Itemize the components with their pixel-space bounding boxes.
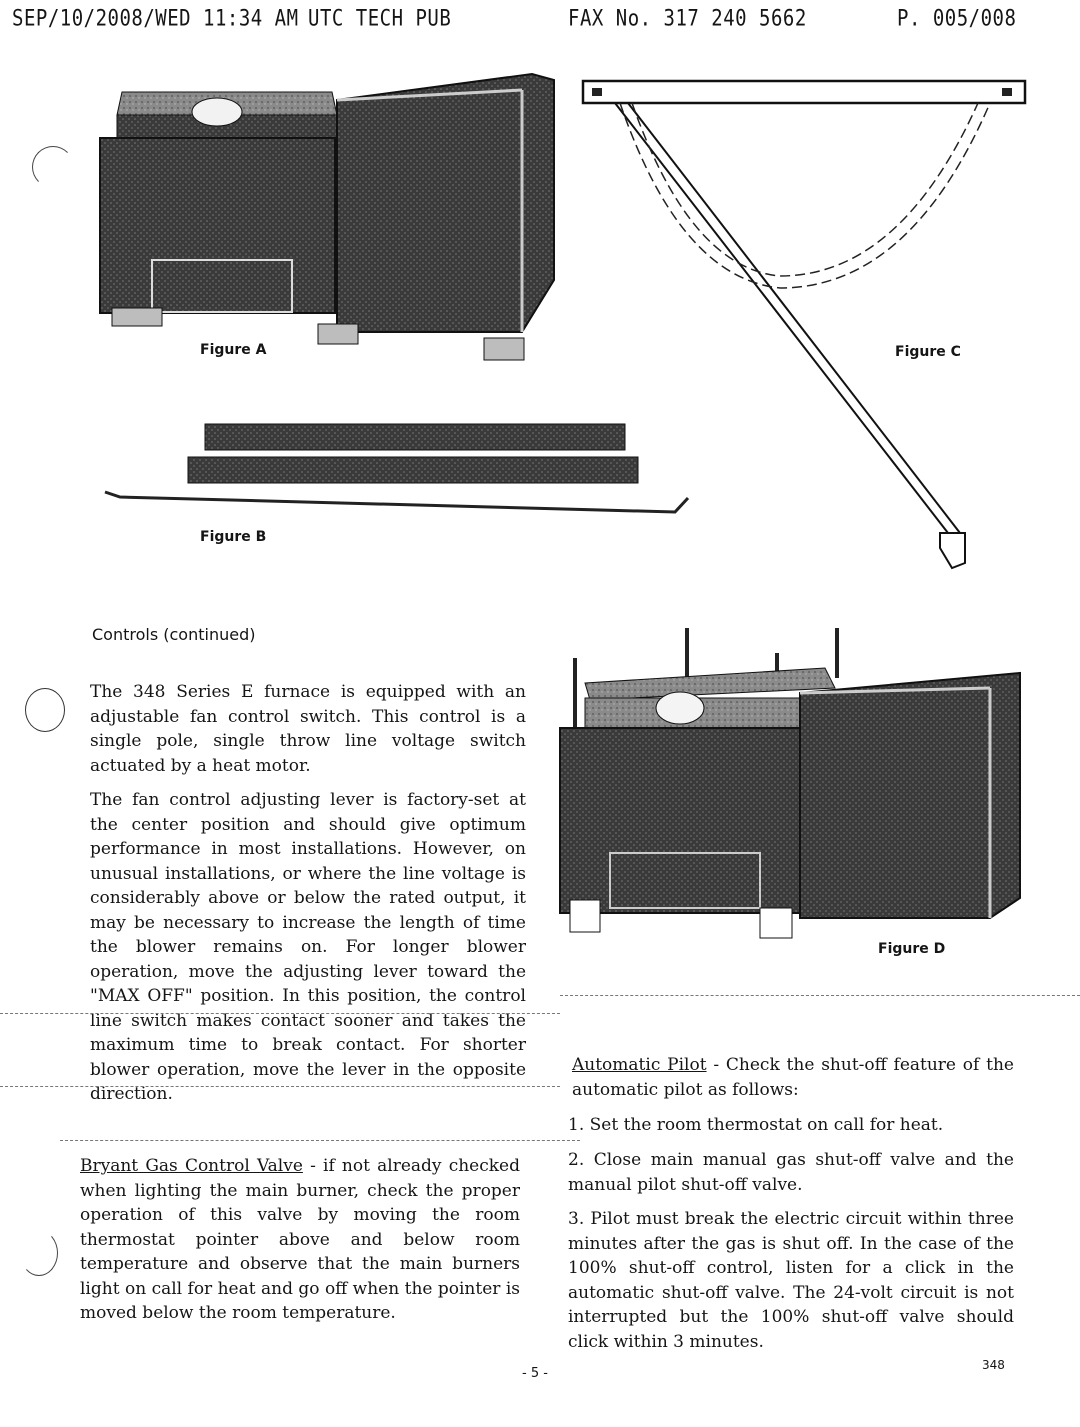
fax-number: FAX No. 317 240 5662	[568, 6, 807, 32]
fax-noise-line	[0, 1086, 560, 1087]
paragraph-fan-switch: The 348 Series E furnace is equipped with an adjustable fan control switch. This control is a single pole, single throw line voltage switch actuated by a heat motor.	[90, 682, 526, 776]
paragraph-fan-lever: The fan control adjusting lever is factory-set at the center position and should give optimum performance in most installations. However, on unusual installations, or where the line voltage is considerably above or below the rated output, it may be necessary to increase the length of time the blower remains on. For longer blower operation, move the adjusting lever toward the "MAX OFF" position. In this position, the control line switch makes contact sooner and takes the maximum time to break contact. For shorter blower operation, move the lever in the opposite direction.	[90, 790, 526, 1104]
page-number: - 5 -	[522, 1366, 548, 1381]
gas-control-text: - if not already checked when lighting the main burner, check the proper operation of this valve by moving the room thermostat pointer above and below room temperature and observe that the main burners light on call for heat and go off when the pointer is moved below the room temperature.	[80, 1156, 520, 1323]
binder-hole-middle	[25, 688, 65, 732]
figure-a-illustration	[92, 70, 562, 365]
figure-b-illustration	[100, 420, 700, 520]
pilot-step-3: 3. Pilot must break the electric circuit within three minutes after the gas is shut off. In the case of the 100% shut-off control, listen for a click in the automatic shut-off valve. The 24-volt circuit is not interrupted but the 100% shut-off valve should click within 3 minutes.	[568, 1209, 1014, 1352]
gas-control-title: Bryant Gas Control Valve	[80, 1156, 303, 1176]
model-number: 348	[982, 1358, 1005, 1372]
pilot-step-1: 1. Set the room thermostat on call for heat.	[568, 1115, 944, 1135]
figure-c-caption: Figure C	[895, 344, 961, 360]
binder-hole-top	[32, 146, 74, 188]
pilot-intro: - Check the shut-off feature of the automatic pilot as follows:	[572, 1055, 1014, 1100]
fax-noise-line	[560, 995, 1080, 996]
figure-d-caption: Figure D	[878, 941, 946, 957]
fax-sender: UTC TECH PUB	[308, 6, 452, 32]
paragraph-gas-control-valve	[80, 1154, 520, 1326]
binder-hole-bottom	[20, 1230, 58, 1276]
figure-b-caption: Figure B	[200, 529, 267, 545]
fax-date-time: SEP/10/2008/WED 11:34 AM	[12, 6, 299, 32]
figure-d-illustration	[555, 628, 1025, 940]
paragraph-automatic-pilot	[572, 1053, 1014, 1102]
fax-noise-line	[60, 1140, 580, 1141]
figure-a-caption: Figure A	[200, 342, 267, 358]
pilot-title: Automatic Pilot	[572, 1055, 707, 1075]
pilot-step-2: 2. Close main manual gas shut-off valve and the manual pilot shut-off valve.	[568, 1150, 1014, 1195]
fax-noise-line	[0, 1013, 560, 1014]
section-heading-controls: Controls (continued)	[92, 625, 256, 644]
fax-page: P. 005/008	[897, 6, 1017, 32]
